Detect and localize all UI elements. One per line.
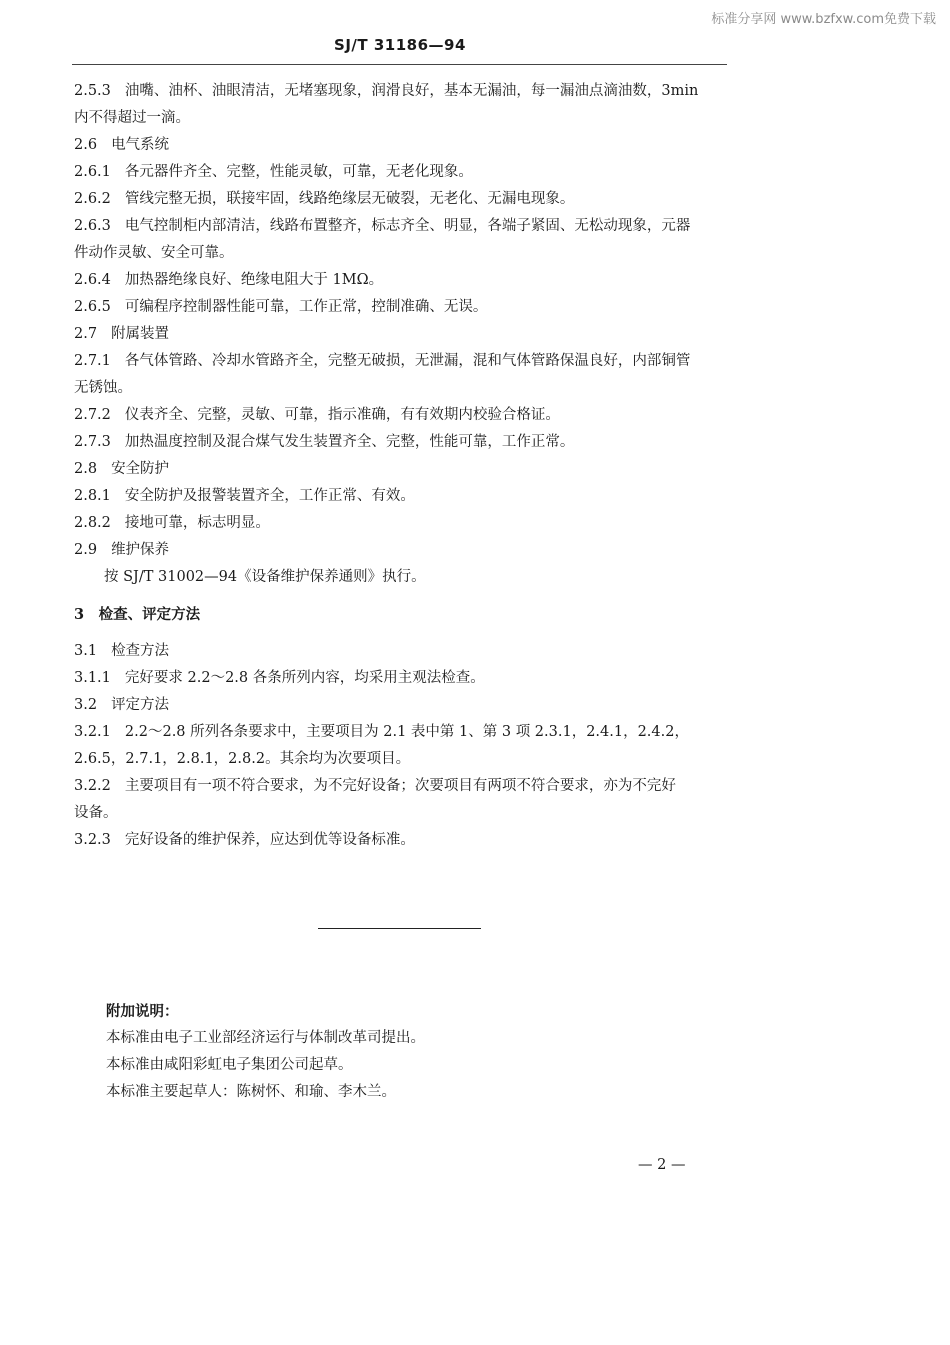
clause-number: 2.6.5 — [74, 299, 111, 315]
clause — [74, 429, 734, 456]
clause-number: 2.8 — [74, 461, 98, 477]
clause-continuation: 2.6.5，2.7.1，2.8.1，2.8.2。其余均为次要项目。 — [74, 751, 411, 767]
clause — [74, 773, 734, 800]
clause-text: 电气系统 — [111, 137, 170, 153]
clause-number: 2.5.3 — [74, 83, 111, 99]
notes-line: 本标准由咸阳彩虹电子集团公司起草。 — [106, 1057, 353, 1073]
clause-text: 附属装置 — [111, 326, 170, 342]
header-rule — [72, 64, 727, 65]
clause-text: 检查方法 — [111, 643, 170, 659]
clause-text: 接地可靠，标志明显。 — [124, 515, 270, 531]
notes-line: 本标准由电子工业部经济运行与体制改革司提出。 — [106, 1030, 425, 1046]
clause — [74, 348, 734, 375]
clause-number: 2.6 — [74, 137, 98, 153]
clause-number: 2.8.2 — [74, 515, 111, 531]
clause-number: 2.8.1 — [74, 488, 111, 504]
clause — [74, 186, 734, 213]
clause-text: 评定方法 — [111, 697, 170, 713]
clause-text: 仪表齐全、完整，灵敏、可靠，指示准确，有有效期内校验合格证。 — [124, 407, 560, 423]
clause — [74, 692, 734, 719]
clause — [74, 294, 734, 321]
clause-text: 管线完整无损，联接牢固，线路绝缘层无破裂，无老化、无漏电现象。 — [124, 191, 575, 207]
clause-continuation: 设备。 — [74, 805, 118, 821]
clause — [74, 827, 734, 854]
notes-line: 本标准主要起草人：陈树怀、和瑜、李木兰。 — [106, 1084, 396, 1100]
clause-number: 2.6.2 — [74, 191, 111, 207]
clause-continuation: 无锈蚀。 — [74, 380, 132, 396]
clause — [74, 402, 734, 429]
clause — [74, 321, 734, 348]
clause-text: 2.2～2.8 所列各条要求中，主要项目为 2.1 表中第 1、第 3 项 2.3.1，2.4.1，2.4.2， — [124, 724, 689, 740]
clause — [74, 719, 734, 746]
clause-text: 主要项目有一项不符合要求，为不完好设备；次要项目有两项不符合要求，亦为不完好 — [124, 778, 676, 794]
clause-text: 安全防护 — [111, 461, 170, 477]
clause-number: 2.7.1 — [74, 353, 111, 369]
clause-number: 3.1 — [74, 643, 98, 659]
clause-text: 电气控制柜内部清洁，线路布置整齐，标志齐全、明显，各端子紧固、无松动现象，元器 — [124, 218, 691, 234]
clause-number: 3.2.2 — [74, 778, 111, 794]
clause-text: 按 SJ/T 31002—94《设备维护保养通则》执行。 — [104, 569, 426, 585]
end-divider — [318, 928, 481, 929]
clause — [74, 537, 734, 564]
clause-text: 加热器绝缘良好、绝缘电阻大于 1MΩ。 — [124, 272, 384, 288]
clause-number: 3.2.1 — [74, 724, 111, 740]
clause-continuation: 件动作灵敏、安全可靠。 — [74, 245, 234, 261]
clause-text: 油嘴、油杯、油眼清洁，无堵塞现象，润滑良好，基本无漏油，每一漏油点滴油数，3min — [124, 83, 699, 99]
clause-text: 可编程序控制器性能可靠，工作正常，控制准确、无误。 — [124, 299, 488, 315]
clause — [74, 78, 734, 105]
clause — [74, 483, 734, 510]
clause-number: 3.2.3 — [74, 832, 111, 848]
clause — [74, 510, 734, 537]
clause-continuation: 内不得超过一滴。 — [74, 110, 190, 126]
clause-number: 2.6.4 — [74, 272, 111, 288]
clause — [74, 665, 734, 692]
clause-text: 完好要求 2.2～2.8 各条所列内容，均采用主观法检查。 — [124, 670, 485, 686]
clause-text: 维护保养 — [111, 542, 170, 558]
clause-number: 2.6.1 — [74, 164, 111, 180]
notes-title: 附加说明： — [106, 1003, 179, 1020]
clause — [74, 456, 734, 483]
page-header: SJ/T 31186—94 — [334, 36, 466, 54]
clause — [74, 159, 734, 186]
clause-number: 2.7.2 — [74, 407, 111, 423]
clause — [74, 213, 734, 240]
watermark: 标准分享网 www.bzfxw.com免费下载 — [711, 12, 936, 27]
clause-text: 各气体管路、冷却水管路齐全，完整无破损，无泄漏，混和气体管路保温良好，内部铜管 — [124, 353, 691, 369]
clause-number: 2.9 — [74, 542, 98, 558]
clause-text: 安全防护及报警装置齐全，工作正常、有效。 — [124, 488, 415, 504]
additional-notes — [106, 998, 706, 1106]
clause-number: 2.7 — [74, 326, 98, 342]
clause — [74, 132, 734, 159]
clause-number: 2.6.3 — [74, 218, 111, 234]
clause-number: 2.7.3 — [74, 434, 111, 450]
clause-number: 3.1.1 — [74, 670, 111, 686]
clause — [74, 267, 734, 294]
clause-number: 3.2 — [74, 697, 98, 713]
clause-text: 完好设备的维护保养，应达到优等设备标准。 — [124, 832, 415, 848]
document-body — [74, 78, 734, 854]
page-number: — 2 — — [638, 1157, 686, 1173]
clause-text: 加热温度控制及混合煤气发生装置齐全、完整，性能可靠，工作正常。 — [124, 434, 575, 450]
clause-text: 各元器件齐全、完整，性能灵敏，可靠，无老化现象。 — [124, 164, 473, 180]
section-heading: 3 检查、评定方法 — [74, 606, 201, 623]
clause — [74, 638, 734, 665]
